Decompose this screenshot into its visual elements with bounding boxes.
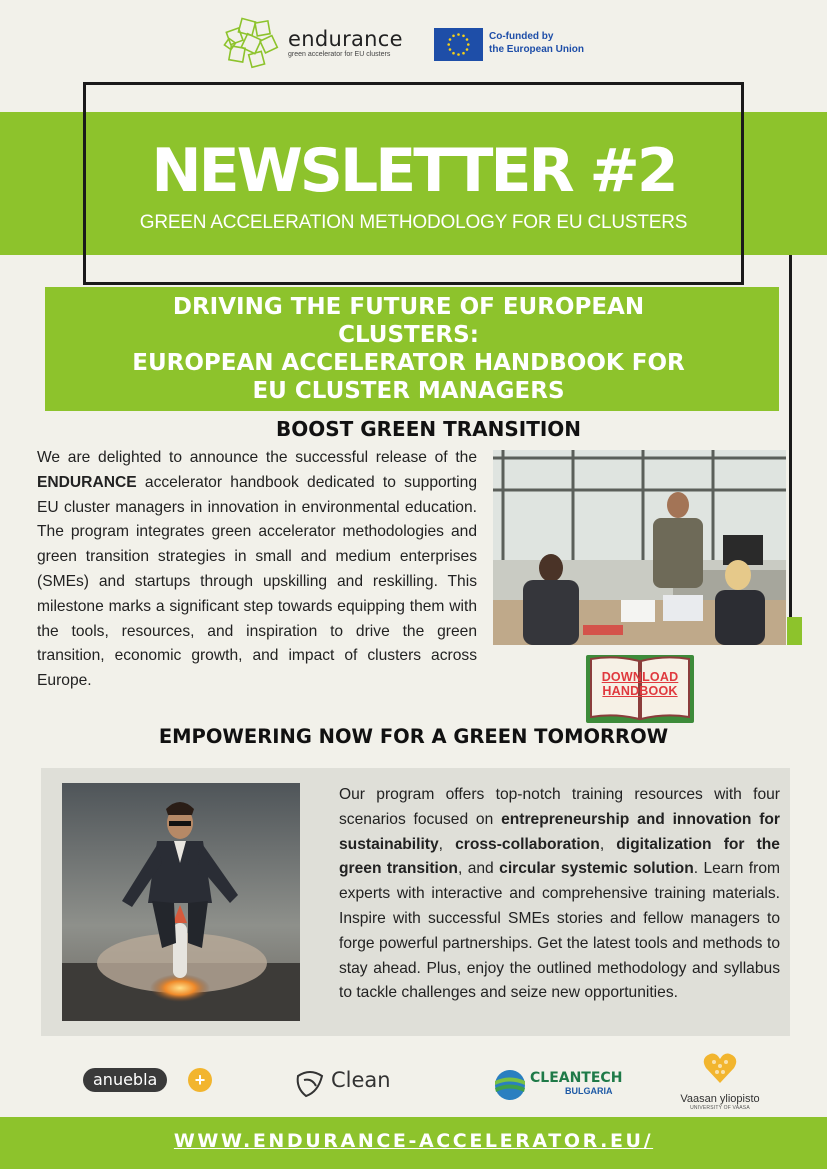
logo-tagline: green accelerator for EU clusters: [288, 51, 391, 58]
bold-run: digitalization for the green transition: [339, 835, 780, 878]
text-run: Our program offers top-notch training resources with four scenarios focused on: [339, 786, 780, 828]
text-run: ,: [599, 835, 617, 853]
text-run: . Learn from experts with interactive and comprehensive training materials. Inspire with successful SMEs stories and fellow managers to forge powerful partnerships. Get the latest tools and methods to stay ahead. Plus, enjoy the outlined methodology and syllabus to tackle challenges and seize new opportunities.: [339, 860, 780, 1002]
plus-icon: +: [188, 1068, 212, 1092]
logo-name: endurance: [288, 27, 403, 51]
headline-text: [95, 293, 722, 405]
vaasa-name: Vaasan yliopisto: [680, 1093, 760, 1105]
text-run: accelerator handbook dedicated to supporting EU cluster managers in innovation in environmental education. The program integrates green accelerator methodologies and green transition strategies in small and medium enterprises (SMEs) and startups through upskilling and reskilling. This milestone marks a significant step towards equipping them with the tools, resources, and inspiration to drive the green transition, economic growth, and impact of clusters across Europe.: [37, 473, 477, 690]
vaasa-heart-icon: [702, 1050, 738, 1086]
partner-logo-vaasa: [670, 1050, 770, 1111]
bold-run: cross-collaboration: [455, 835, 600, 853]
cleantech-name: CLEANTECH: [530, 1070, 623, 1086]
download-line1[interactable]: DOWNLOAD: [601, 670, 679, 684]
bold-run: circular systemic solution: [499, 860, 694, 878]
website-link[interactable]: WWW.ENDURANCE-ACCELERATOR.EU/: [173, 1130, 654, 1152]
partner-logo-cleantech-bulgaria: [493, 1068, 623, 1107]
cleantech-globe-icon: [493, 1068, 527, 1102]
section1-paragraph: [37, 446, 477, 694]
headline-line2: CLUSTERS:: [338, 322, 479, 348]
headline-line1: DRIVING THE FUTURE OF EUROPEAN: [172, 294, 645, 320]
cleantech-sub: BULGARIA: [565, 1086, 613, 1096]
clean-wordmark: Clean: [331, 1068, 391, 1092]
eu-cofunded-label: [489, 30, 584, 56]
office-team-photo: [493, 450, 786, 645]
eu-label-line2: the European Union: [489, 44, 584, 55]
newsletter-subtitle: GREEN ACCELERATION METHODOLOGY FOR EU CLUSTERS: [139, 212, 688, 233]
anuebla-wordmark: anuebla: [83, 1068, 167, 1092]
vaasa-sub: UNIVERSITY OF VAASA: [690, 1105, 750, 1111]
text-run: , and: [457, 860, 500, 878]
clean-leaf-icon: [294, 1066, 326, 1098]
section-heading-empower: EMPOWERING NOW FOR A GREEN TOMORROW: [158, 725, 669, 748]
text-run: We are delighted to announce the successful release of the: [37, 449, 477, 466]
bold-run: entrepreneurship and innovation for sustainability: [339, 810, 780, 853]
headline-line3: EUROPEAN ACCELERATOR HANDBOOK FOR: [132, 350, 685, 376]
download-handbook-link[interactable]: [588, 670, 692, 698]
headline-line4: EU CLUSTER MANAGERS: [252, 378, 565, 404]
eu-label-line1: Co-funded by: [489, 31, 554, 42]
text-run: ,: [438, 835, 456, 853]
page-header: [0, 14, 827, 74]
eu-flag-icon: [434, 28, 483, 61]
section2-paragraph: [339, 783, 780, 1006]
rocket-businessman-photo: [62, 783, 300, 1021]
newsletter-title: NEWSLETTER #2: [151, 136, 676, 206]
decorative-green-block: [787, 617, 802, 645]
partner-logo-anuebla: [83, 1068, 206, 1092]
bold-run: ENDURANCE: [37, 473, 137, 491]
download-line2[interactable]: HANDBOOK: [602, 684, 678, 698]
endurance-wordmark: [288, 28, 403, 59]
section-heading-boost: BOOST GREEN TRANSITION: [275, 417, 582, 441]
endurance-logo-icon: [222, 16, 282, 72]
